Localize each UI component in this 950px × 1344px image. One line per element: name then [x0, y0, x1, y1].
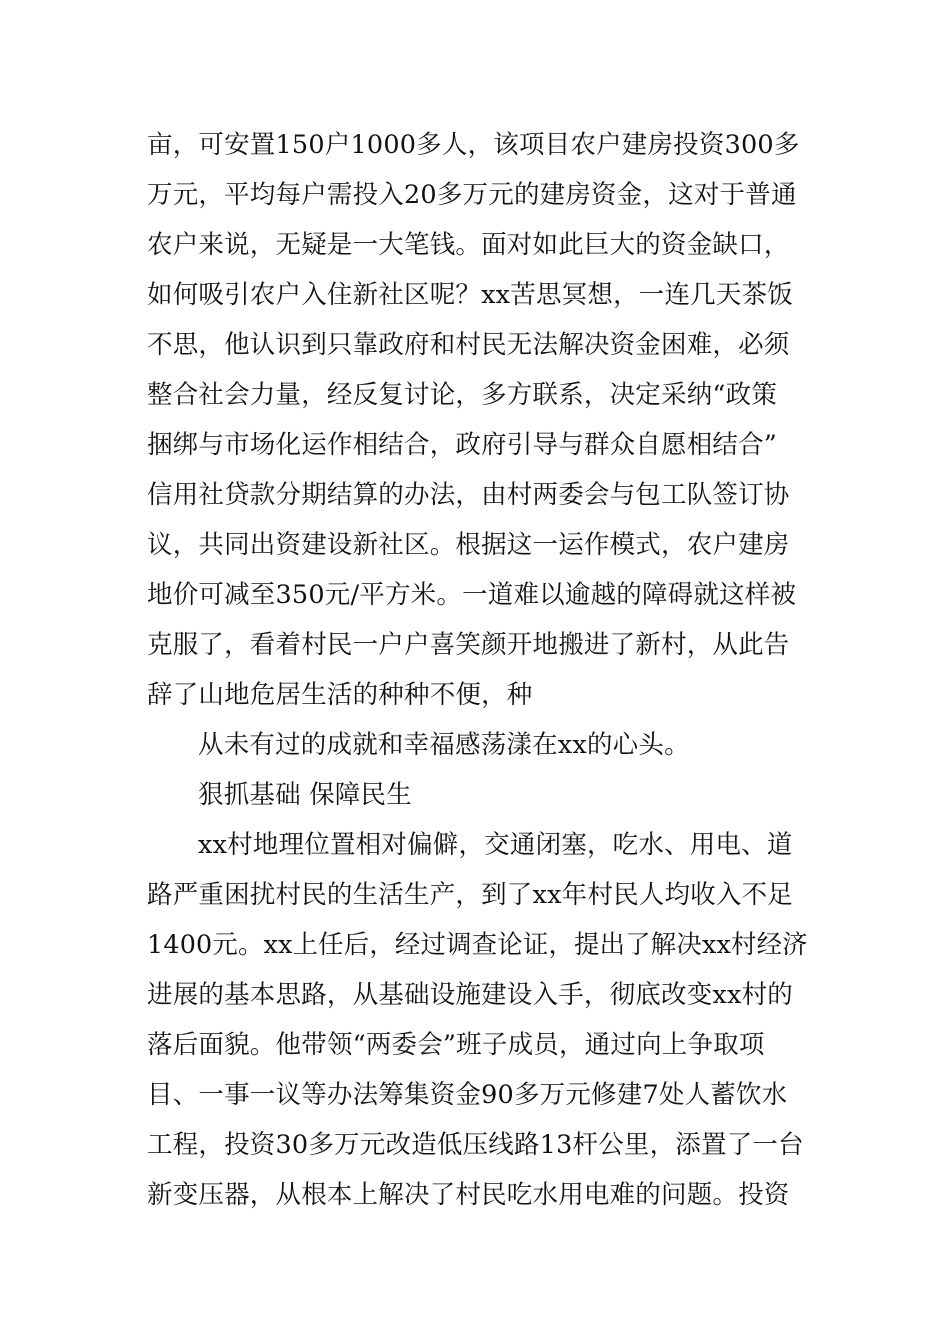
- text-line: 工程，投资30多万元改造低压线路13杆公里，添置了一台: [147, 1130, 804, 1160]
- text-line: 进展的基本思路，从基础设施建设入手，彻底改变xx村的: [147, 980, 793, 1010]
- text-line: 从未有过的成就和幸福感荡漾在xx的心头。: [198, 730, 690, 760]
- section-heading: 狠抓基础 保障民生: [198, 780, 412, 810]
- text-line: 新变压器，从根本上解决了村民吃水用电难的问题。投资: [147, 1180, 790, 1210]
- text-line: 议，共同出资建设新社区。根据这一运作模式，农户建房: [147, 530, 790, 560]
- text-line: 路严重困扰村民的生活生产，到了xx年村民人均收入不足: [147, 880, 793, 910]
- text-line: 亩，可安置150户1000多人，该项目农户建房投资300多: [147, 130, 800, 160]
- text-line: 辞了山地危居生活的种种不便，种: [147, 680, 533, 710]
- text-line: 地价可减至350元/平方米。一道难以逾越的障碍就这样被: [147, 580, 797, 610]
- text-line: xx村地理位置相对偏僻，交通闭塞，吃水、用电、道: [198, 830, 793, 860]
- text-line: 信用社贷款分期结算的办法，由村两委会与包工队签订协: [147, 480, 790, 510]
- text-line: 不思，他认识到只靠政府和村民无法解决资金困难，必须: [147, 330, 790, 360]
- text-line: 克服了，看着村民一户户喜笑颜开地搬进了新村，从此告: [147, 630, 790, 660]
- text-line: 万元，平均每户需投入20多万元的建房资金，这对于普通: [147, 180, 797, 210]
- text-line: 捆绑与市场化运作相结合，政府引导与群众自愿相结合”: [147, 430, 778, 460]
- text-line: 整合社会力量，经反复讨论，多方联系，决定采纳“政策: [147, 380, 778, 410]
- text-line: 1400元。xx上任后，经过调查论证，提出了解决xx村经济: [147, 930, 808, 960]
- text-line: 落后面貌。他带领“两委会”班子成员，通过向上争取项: [147, 1030, 765, 1060]
- text-line: 目、一事一议等办法筹集资金90多万元修建7处人蓄饮水: [147, 1080, 788, 1110]
- text-line: 如何吸引农户入住新社区呢？xx苦思冥想，一连几天茶饭: [147, 280, 793, 310]
- text-line: 农户来说，无疑是一大笔钱。面对如此巨大的资金缺口，: [147, 230, 790, 260]
